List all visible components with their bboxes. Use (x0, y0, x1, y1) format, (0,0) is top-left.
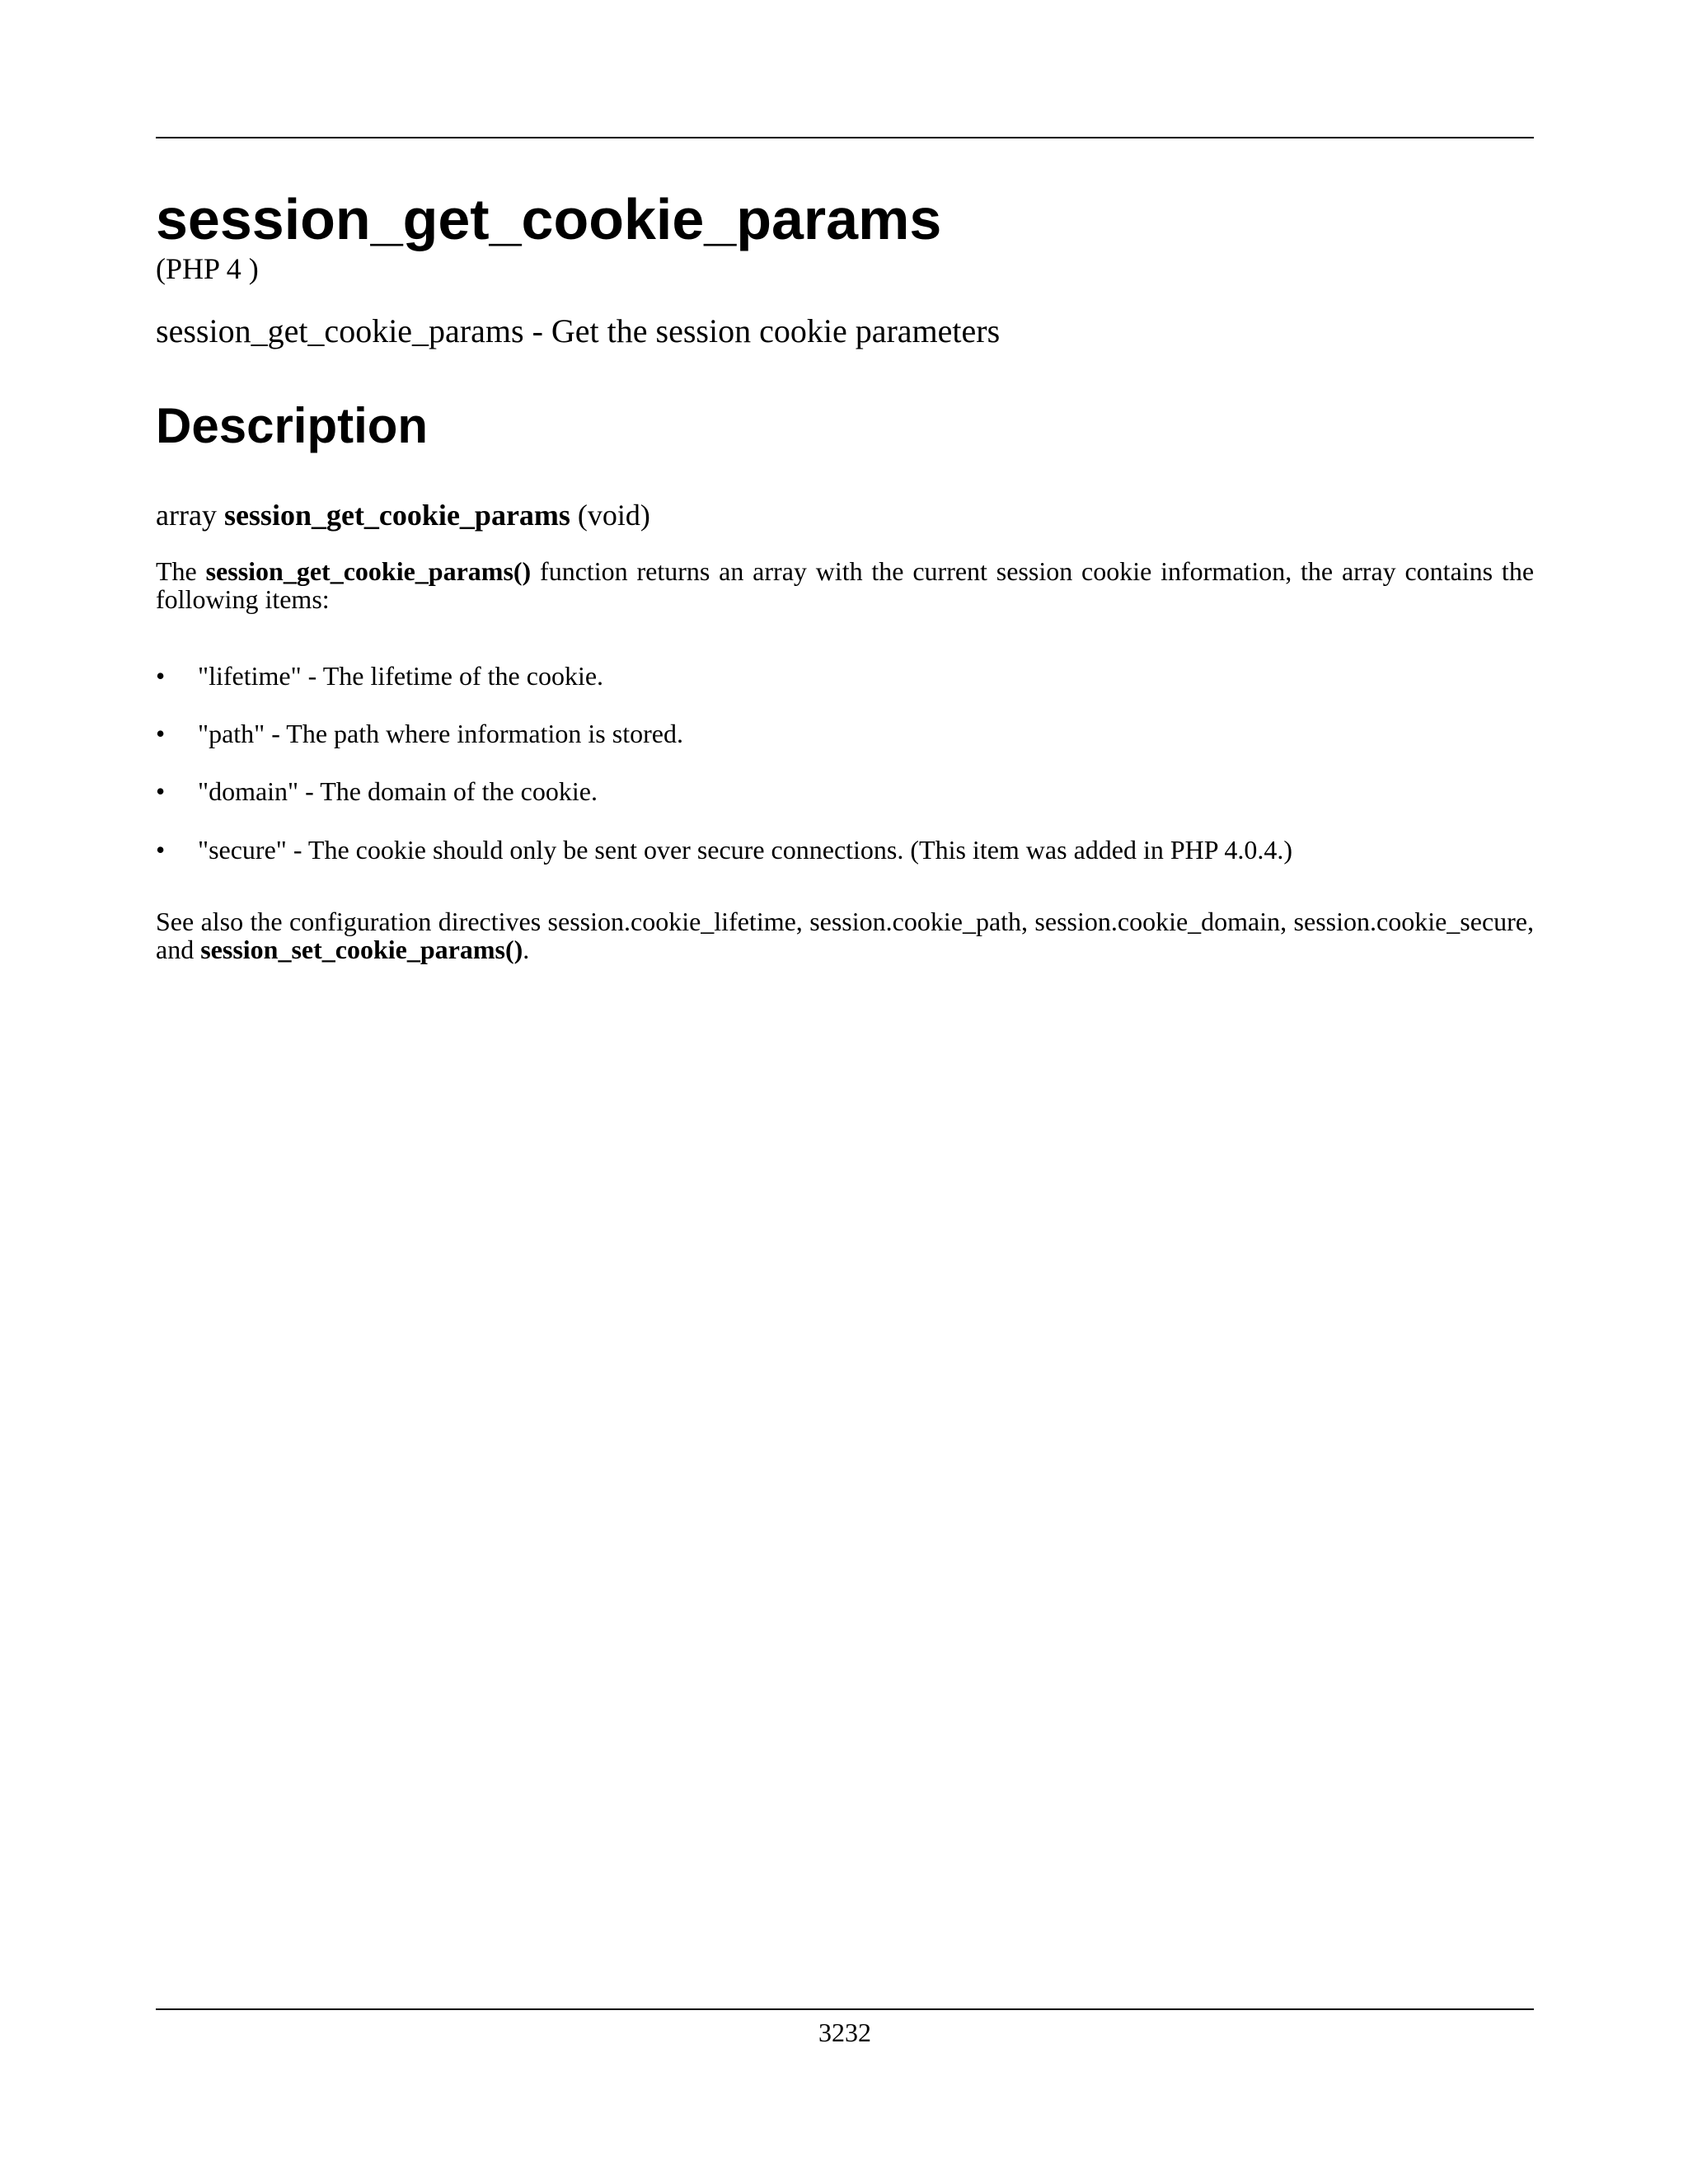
list-item-text: "domain" - The domain of the cookie. (198, 776, 598, 807)
synopsis-params: (void) (577, 499, 650, 532)
function-purpose: session_get_cookie_params - Get the session cookie parameters (156, 312, 1001, 350)
page-title: session_get_cookie_params (156, 187, 942, 251)
page-number: 3232 (818, 2018, 871, 2047)
bullet-icon: • (156, 776, 166, 807)
page-content (156, 188, 1534, 963)
cookie-items-list (156, 660, 1534, 866)
top-rule (156, 137, 1534, 138)
list-item-text: "lifetime" - The lifetime of the cookie. (198, 660, 604, 691)
list-item (156, 776, 1534, 807)
intro-after: function returns an array with the current session cookie information, the array contains the following items: (156, 556, 1535, 614)
return-type: array (156, 499, 217, 532)
list-item (156, 834, 1534, 865)
list-item (156, 660, 1534, 691)
bullet-icon: • (156, 660, 166, 691)
see-also-end: . (523, 934, 530, 964)
intro-paragraph (156, 558, 1534, 613)
see-also-function-ref: session_set_cookie_params() (200, 934, 523, 964)
php-version: (PHP 4 ) (156, 252, 259, 285)
see-also-text: See also the configuration directives session.cookie_lifetime, session.cookie_path, session.cookie_domain, session.cookie_secure, and (156, 907, 1534, 964)
list-item (156, 718, 1534, 749)
synopsis-function-name: session_get_cookie_params (223, 499, 570, 532)
intro-function-ref: session_get_cookie_params() (205, 556, 532, 587)
bottom-rule (156, 2008, 1534, 2010)
see-also-paragraph (156, 908, 1534, 963)
list-item-text: "secure" - The cookie should only be sent over secure connections. (This item was added in PHP 4.0.4.) (198, 834, 1293, 865)
intro-before: The (156, 556, 197, 587)
function-synopsis (156, 498, 1534, 533)
description-heading: Description (156, 398, 429, 454)
bullet-icon: • (156, 718, 166, 748)
list-item-text: "path" - The path where information is stored. (198, 718, 683, 748)
bullet-icon: • (156, 834, 166, 865)
